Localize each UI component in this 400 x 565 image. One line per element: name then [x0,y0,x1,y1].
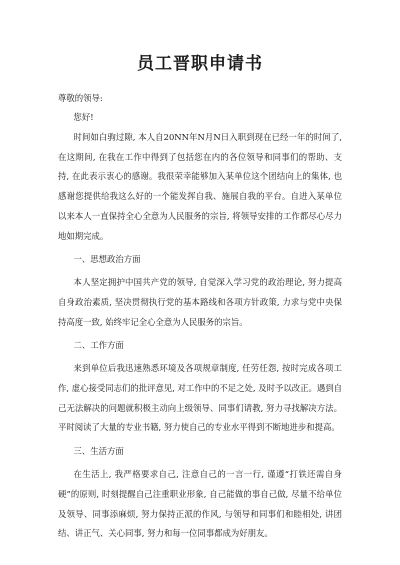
section-body-life: 在生活上, 我严格要求自己, 注意自己的一言一行, 谨遵“打铁还需自身硬”的原则, 时刻提醒自己注重职业形象, 自己能做的事自己做, 尽量不给单位及领导、同事添麻烦, 努力保持正派的作风, 与领导和同事们和睦相处, 讲团结、讲正气、关心同事, 努力和每一位同事都成为好朋友。 [58,469,342,539]
section-body-politics: 本人坚定拥护中国共产党的领导, 自觉深入学习党的政治理论, 努力提高自身政治素质, 坚决贯彻执行党的基本路线和各项方针政策, 力求与党中央保持高度一致, 始终牢记全心全意为人民服务的宗旨。 [58,277,342,327]
greeting: 您好! [73,112,94,122]
section-body-work: 来到单位后我迅速熟悉环境及各项规章制度, 任劳任怨, 按时完成各项工作, 虚心接受同志们的批评意见, 对工作中的不足之处, 及时予以改正。遇到自己无法解决的问题就积极主动向上级领导、同事们请教, 努力寻找解决方法。平时阅读了大量的专业书籍, 努力使自己的专业水平得到不断地进步和提高。 [58,363,342,433]
section-heading-work: 二、工作方面 [73,340,124,351]
section-heading-life: 三、生活方面 [73,446,124,457]
section-heading-politics: 一、思想政治方面 [73,254,141,265]
salutation: 尊敬的领导: [58,93,103,103]
intro-paragraph: 时间如白驹过隙, 本人自20NN年N月N日入职到现在已经一年的时间了, 在这期间, 在我在工作中得到了包括您在内的各位领导和同事们的帮助、支持, 在此表示衷心的感谢。我很荣幸能够加入某单位这个团结向上的集体, 也感谢您提供给我这么好的一个能发挥自我、施展自我的平台。自进入某单位以来本人一直保持全心全意为人民服务的宗旨, 将领导安排的工作都尽心尽力地如期完成。 [58,132,342,241]
document-title: 员工晋职申请书 [137,54,263,74]
